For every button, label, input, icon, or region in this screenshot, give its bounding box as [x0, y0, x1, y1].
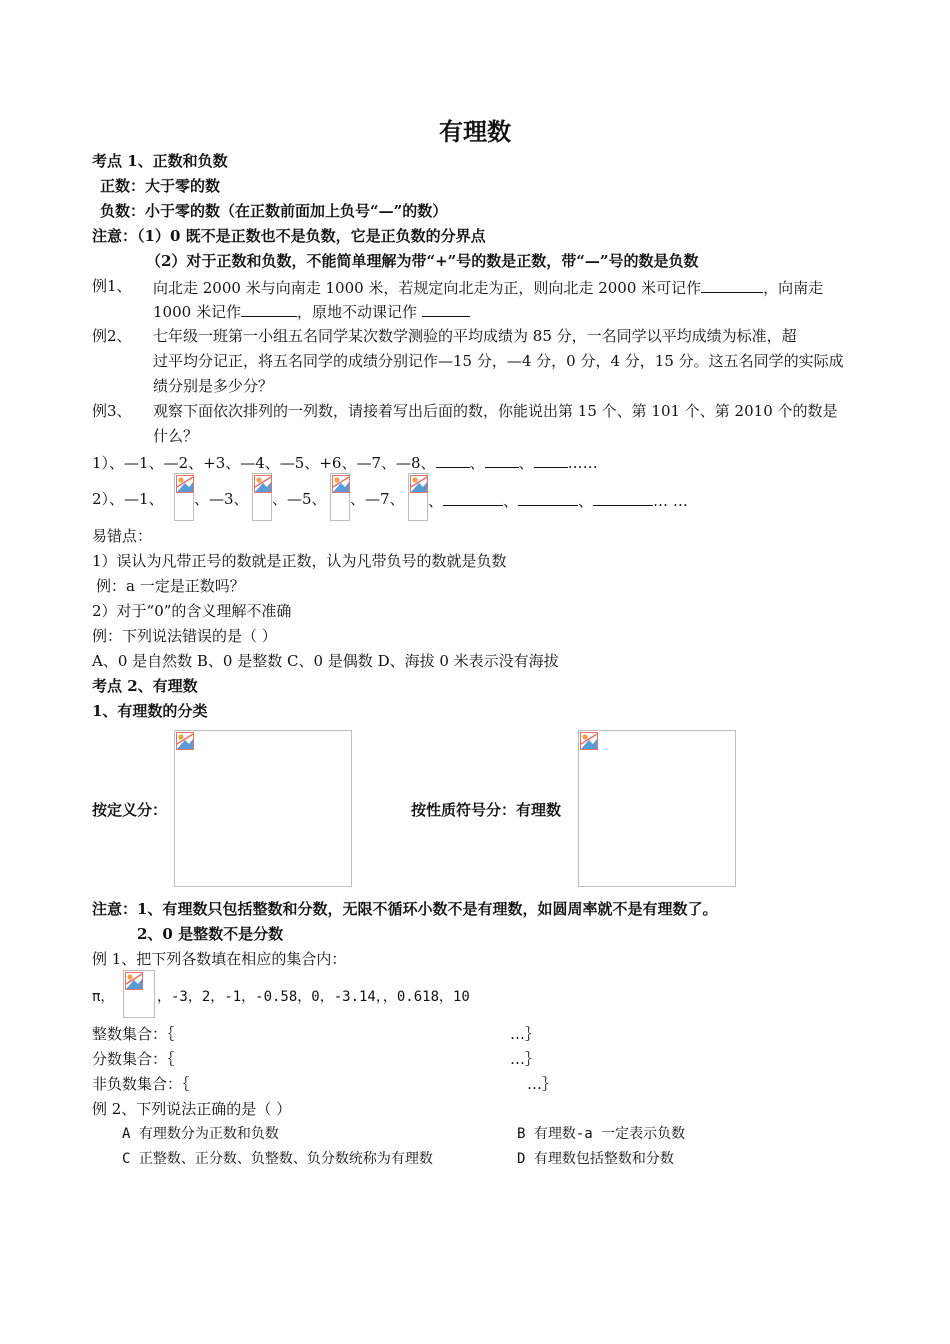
- sequence-2-part: 、—5、: [272, 490, 327, 508]
- sequence-2-tail: [428, 489, 688, 511]
- answer-blank[interactable]: [701, 276, 763, 293]
- answer-blank[interactable]: [485, 451, 519, 468]
- example1-line2: [153, 300, 470, 322]
- answer-blank[interactable]: [241, 300, 297, 317]
- sequence-2-part: 、—3、: [194, 490, 249, 508]
- fraction-image: [252, 473, 272, 521]
- ellipsis: … …: [653, 492, 688, 510]
- broken-image-icon: [580, 732, 598, 750]
- example2-line2: 过平均分记正，将五名同学的成绩分别记作—15 分，—4 分，0 分，4 分，15 分。这五名同学的实际成: [153, 352, 844, 370]
- answer-blank[interactable]: [436, 451, 470, 468]
- note-rational: 注意：1、有理数只包括整数和分数，无限不循环小数不是有理数，如圆周率就不是有理数了。: [92, 900, 718, 918]
- fraction-image: [123, 970, 155, 1018]
- classification-heading: 1、有理数的分类: [92, 702, 208, 720]
- mistake-1: 1）误认为凡带正号的数就是正数，认为凡带负号的数就是负数: [92, 552, 507, 570]
- broken-image-icon: [410, 475, 428, 493]
- section2-heading: 考点 2、有理数: [92, 677, 198, 695]
- separator: 、: [428, 492, 444, 510]
- broken-image-icon: [125, 972, 143, 990]
- integer-set-label: 整数集合：｛: [92, 1025, 175, 1043]
- example1-text-a: 向北走 2000 米与向南走 1000 米，若规定向北走为正，则向北走 2000 米可记作: [153, 279, 702, 297]
- by-definition-label: 按定义分：: [92, 801, 168, 819]
- sequence-1-text: 1）、—1、—2、+3、—4、—5、+6、—7、—8、: [92, 454, 436, 472]
- broken-image-icon: [176, 732, 194, 750]
- example3-line2: 什么？: [153, 427, 199, 445]
- sequence-2-part: 、—7、: [350, 490, 405, 508]
- fraction-image: [174, 473, 194, 521]
- negative-definition: 负数：小于零的数（在正数前面加上负号“—”的数）: [100, 202, 448, 220]
- example2-line3: 绩分别是多少分？: [153, 377, 274, 395]
- answer-blank[interactable]: [422, 300, 470, 317]
- answer-blank[interactable]: [534, 451, 568, 468]
- positive-definition: 正数：大于零的数: [100, 177, 221, 195]
- broken-image-icon: [176, 475, 194, 493]
- sequence-2-start: 2）、—1、: [92, 490, 164, 508]
- fraction-set-label: 分数集合：｛: [92, 1050, 175, 1068]
- mistake-2: 2）对于“0”的含义理解不准确: [92, 602, 292, 620]
- separator: 、: [503, 492, 519, 510]
- nonnegative-set-end: …｝: [527, 1075, 558, 1093]
- nonnegative-set-label: 非负数集合：｛: [92, 1075, 190, 1093]
- set-example-label: 例 1、把下列各数填在相应的集合内：: [92, 950, 347, 968]
- fraction-image: [408, 473, 428, 521]
- by-sign-label: 按性质符号分：有理数: [411, 801, 562, 819]
- answer-blank[interactable]: [443, 489, 503, 506]
- mistake-1-example: 例：a 一定是正数吗？: [96, 577, 245, 595]
- broken-image-icon: [332, 475, 350, 493]
- number-list-start: π，: [92, 989, 115, 1005]
- classification-diagram-definition: [174, 730, 352, 887]
- option-b: B 有理数-a 一定表示负数: [517, 1126, 686, 1142]
- mistakes-heading: 易错点：: [92, 527, 153, 545]
- example1-text-c: 1000 米记作: [153, 303, 241, 321]
- example1-text-b: ，向南走: [763, 279, 824, 297]
- answer-blank[interactable]: [518, 489, 578, 506]
- page-title: 有理数: [439, 117, 511, 146]
- option-c: C 正整数、正分数、负整数、负分数统称为有理数: [122, 1151, 433, 1167]
- fraction-image: [330, 473, 350, 521]
- fraction-set-end: …｝: [510, 1050, 541, 1068]
- option-d: D 有理数包括整数和分数: [517, 1151, 674, 1167]
- broken-image-icon: [254, 475, 272, 493]
- separator: 、: [518, 454, 534, 472]
- option-a: A 有理数分为正数和负数: [122, 1126, 279, 1142]
- mistake-2-options: A、0 是自然数 B、0 是整数 C、0 是偶数 D、海拔 0 米表示没有海拔: [92, 652, 559, 670]
- separator: 、: [578, 492, 594, 510]
- example1-label: 例1、: [92, 277, 132, 295]
- example3-line1: 观察下面依次排列的一列数，请接着写出后面的数，你能说出第 15 个、第 101 个、第 2010 个的数是: [153, 402, 838, 420]
- sequence-1: [92, 451, 598, 473]
- separator: 、: [469, 454, 485, 472]
- note-2: （2）对于正数和负数，不能简单理解为带“+”号的数是正数，带“—”号的数是负数: [146, 252, 699, 270]
- example2-label: 例2、: [92, 327, 132, 345]
- choice-question: 例 2、下列说法正确的是（ ）: [92, 1100, 292, 1118]
- mistake-2-example: 例：下列说法错误的是（ ）: [92, 627, 277, 645]
- example3-label: 例3、: [92, 402, 132, 420]
- example1-line1: [153, 276, 823, 298]
- section1-heading: 考点 1、正数和负数: [92, 152, 228, 170]
- classification-diagram-sign: [578, 730, 736, 887]
- ellipsis: ……: [567, 454, 598, 472]
- answer-blank[interactable]: [593, 489, 653, 506]
- example2-line1: 七年级一班第一小组五名同学某次数学测验的平均成绩为 85 分，一名同学以平均成绩为标准，超: [153, 327, 797, 345]
- integer-set-end: …｝: [510, 1025, 541, 1043]
- number-list: ，-3，2，-1，-0.58，0，-3.14，，0.618，10: [157, 989, 470, 1005]
- note-zero: 2、0 是整数不是分数: [137, 925, 284, 943]
- note-1: 注意：（1）0 既不是正数也不是负数，它是正负数的分界点: [92, 227, 486, 245]
- example1-text-d: ，原地不动课记作: [296, 303, 417, 321]
